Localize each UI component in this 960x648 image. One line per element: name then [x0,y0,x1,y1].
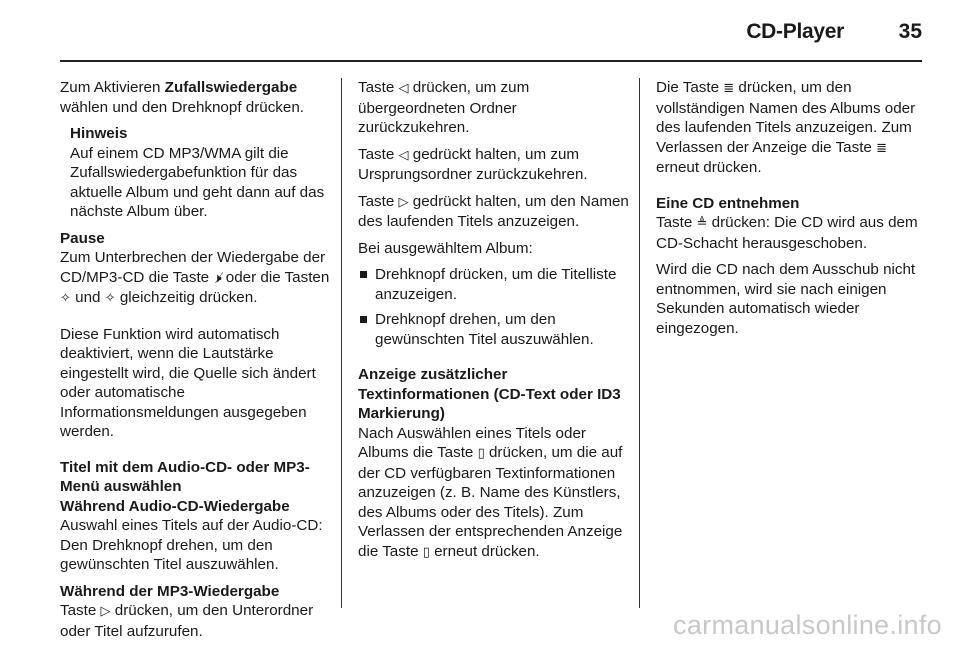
list-item: Drehknopf drücken, um die Titelliste anzuzeigen. [358,265,630,304]
album-bullet-list [358,265,630,349]
info-button-icon: ▯ [422,544,430,560]
left-arrow-icon: ◁ [398,147,409,163]
eject-icon: ≜ [696,216,708,231]
column-divider-2 [639,78,640,608]
mp3-paragraph: Taste ▷ drücken, um den Unterordner oder Titel aufzurufen. [60,602,314,640]
eject-paragraph: Taste ≜ drücken: Die CD wird aus dem CD-Schacht herausgeschoben. [656,214,918,252]
pause-auto-paragraph: Diese Funktion wird automatisch deaktiviert, wenn die Lautstärke eingestellt wird, die Quelle sich ändert oder automatische Informationsmeldungen ausgegeben werden. [60,325,316,440]
note-block [70,124,332,222]
title-name-paragraph: Taste ▷ gedrückt halten, um den Namen des laufenden Titels anzuzeigen. [358,192,629,230]
album-selected-paragraph: Bei ausgewähltem Album: [358,239,533,257]
page-number: 35 [898,20,922,43]
full-name-paragraph: Die Taste ≣ drücken, um den vollständigen Namen des Albums oder des laufenden Titels anzuzeigen. Zum Verlassen der Anzeige die Taste ≣ erneut drücken. [656,79,916,176]
text-info-heading: Anzeige zusätzlicher Textinformationen (CD-Text oder ID3 Markierung) [358,366,621,422]
right-arrow-icon: ▷ [100,604,111,619]
eject-heading: Eine CD entnehmen [656,194,800,212]
eject-auto-paragraph: Wird die CD nach dem Ausschub nicht entnommen, wird sie nach einigen Sekunden automatisch wieder eingezogen. [656,261,916,337]
page-header [60,14,922,58]
pause-paragraph: Zum Unterbrechen der Wiedergabe der CD/MP3-CD die Taste 🕨̸ oder die Tasten ✧ und ✧ gleichzeitig drücken. [60,249,330,306]
right-arrow-icon: ▷ [398,194,409,210]
column-2 [358,78,630,569]
random-play-term: Zufallswiedergabe [164,79,298,96]
mute-icon: 🕨̸ [213,270,222,286]
bullet-square-icon [360,316,367,323]
volume-up-icon: ✧ [60,291,71,306]
watermark: carmanualsonline.info [673,610,942,640]
left-arrow-icon: ◁ [398,81,409,96]
pause-heading: Pause [60,229,105,247]
titles-heading: Titel mit dem Audio-CD- oder MP3-Menü auswählen [60,458,310,495]
parent-folder-paragraph: Taste ◁ drücken, um zum übergeordneten Ordner zurückzukehren. [358,79,530,136]
column-divider-1 [341,78,342,608]
header-rule [60,60,922,62]
column-3 [656,78,928,345]
note-title: Hinweis [70,125,128,142]
audio-cd-paragraph: Auswahl eines Titels auf der Audio-CD: Den Drehknopf drehen, um den gewünschten Titel auszuwählen. [60,517,323,573]
list-item: Drehknopf drehen, um den gewünschten Titel auszuwählen. [358,310,630,349]
info-button-icon: ▯ [477,446,485,461]
page-title: CD-Player [746,20,844,43]
text-info-paragraph: Nach Auswählen eines Titels oder Albums die Taste ▯ drücken, um die auf der CD verfügbaren Textinformationen anzuzeigen (z. B. Name des Künstlers, des Albums oder des Titels). Zum Verlassen der entsprechenden Anzeige die Taste ▯ erneut drücken. [358,424,623,560]
volume-down-icon: ✧ [104,291,116,306]
column-1 [60,78,332,648]
menu-button-icon: ≣ [723,81,735,96]
audio-cd-heading: Während Audio-CD-Wiedergabe [60,497,290,515]
note-text: Auf einem CD MP3/WMA gilt die Zufallswiedergabefunktion für das aktuelle Album und geht dann auf das nächste Album über. [70,144,325,220]
menu-button-icon: ≣ [876,140,887,156]
random-play-paragraph: Zum Aktivieren Zufallswiedergabe wählen und den Drehknopf drücken. [60,79,305,116]
root-folder-paragraph: Taste ◁ gedrückt halten, um zum Ursprungsordner zurückzukehren. [358,145,588,183]
mp3-heading: Während der MP3-Wiedergabe [60,582,280,600]
bullet-square-icon [360,271,367,278]
